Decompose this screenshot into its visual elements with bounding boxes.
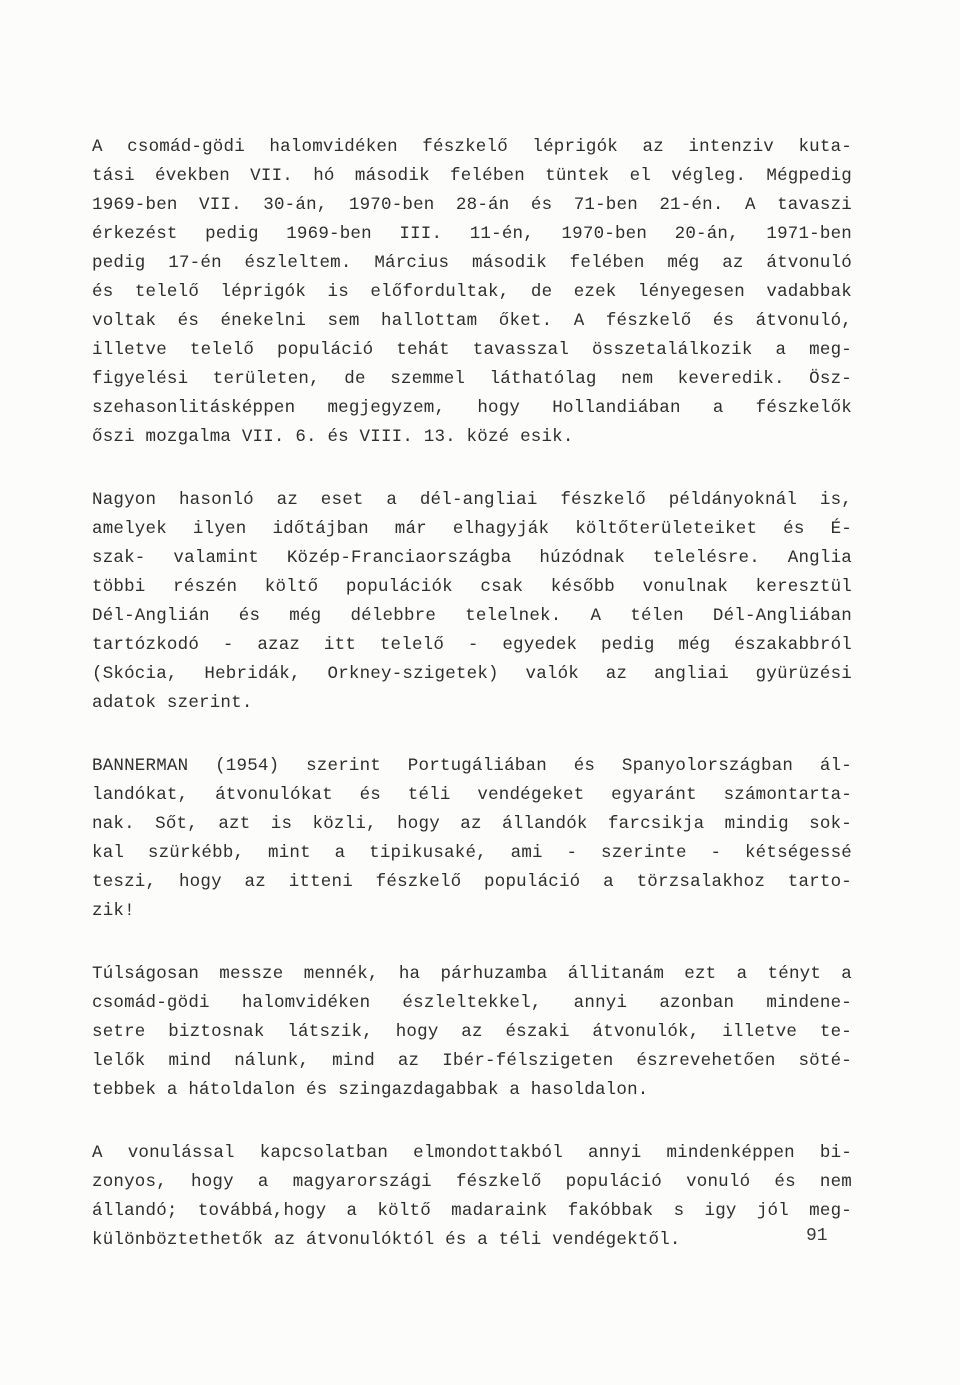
paragraph	[92, 486, 852, 718]
text-line: voltak és énekelni sem hallottam őket. A fészkelő és átvonuló,	[92, 311, 852, 331]
text-line: Dél-Anglián és még délebbre telelnek. A télen Dél-Angliában	[92, 606, 852, 626]
text-line: érkezést pedig 1969-ben III. 11-én, 1970-ben 20-án, 1971-ben	[92, 224, 852, 244]
text-line: BANNERMAN (1954) szerint Portugáliában és Spanyolországban ál-	[92, 756, 852, 776]
paragraph	[92, 1139, 852, 1255]
text-line: kal szürkébb, mint a tipikusaké, ami - szerinte - kétségessé	[92, 843, 852, 863]
text-line: őszi mozgalma VII. 6. és VIII. 13. közé esik.	[92, 427, 574, 447]
text-line: adatok szerint.	[92, 693, 253, 713]
text-line: Túlságosan messze mennék, ha párhuzamba állitanám ezt a tényt a	[92, 964, 852, 984]
body-text	[92, 133, 852, 1289]
text-line: (Skócia, Hebridák, Orkney-szigetek) valók az angliai gyürüzési	[92, 664, 852, 684]
text-line: tartózkodó - azaz itt telelő - egyedek pedig még északabbról	[92, 635, 852, 655]
text-line: zonyos, hogy a magyarországi fészkelő populáció vonuló és nem	[92, 1172, 852, 1192]
text-line: tási években VII. hó második felében tüntek el végleg. Mégpedig	[92, 166, 852, 186]
paragraph	[92, 960, 852, 1105]
text-line: illetve telelő populáció tehát tavasszal összetalálkozik a meg-	[92, 340, 852, 360]
text-line: szak- valamint Közép-Franciaországba húzódnak telelésre. Anglia	[92, 548, 852, 568]
text-line: tebbek a hátoldalon és szingazdagabbak a hasoldalon.	[92, 1080, 649, 1100]
paragraph	[92, 752, 852, 926]
text-line: figyelési területen, de szemmel láthatólag nem keveredik. Ösz-	[92, 369, 852, 389]
text-line: állandó; továbbá,hogy a költő madaraink fakóbbak s igy jól meg-	[92, 1201, 852, 1221]
text-line: nak. Sőt, azt is közli, hogy az állandók farcsikja mindig sok-	[92, 814, 852, 834]
text-line: szehasonlitásképpen megjegyzem, hogy Hollandiában a fészkelők	[92, 398, 852, 418]
paragraph	[92, 133, 852, 452]
text-line: zik!	[92, 901, 135, 921]
text-line: amelyek ilyen időtájban már elhagyják költőterületeiket és É-	[92, 519, 852, 539]
text-line: 1969-ben VII. 30-án, 1970-ben 28-án és 71-ben 21-én. A tavaszi	[92, 195, 852, 215]
page-number: 91	[806, 1226, 828, 1246]
text-line: különböztethetők az átvonulóktól és a téli vendégektől.	[92, 1230, 681, 1250]
text-line: landókat, átvonulókat és téli vendégeket egyaránt számontarta-	[92, 785, 852, 805]
text-line: csomád-gödi halomvidéken észleltekkel, annyi azonban mindene-	[92, 993, 852, 1013]
text-line: setre biztosnak látszik, hogy az északi átvonulók, illetve te-	[92, 1022, 852, 1042]
text-line: Nagyon hasonló az eset a dél-angliai fészkelő példányoknál is,	[92, 490, 852, 510]
text-line: és telelő léprigók is előfordultak, de ezek lényegesen vadabbak	[92, 282, 852, 302]
text-line: A csomád-gödi halomvidéken fészkelő léprigók az intenziv kuta-	[92, 137, 852, 157]
text-line: pedig 17-én észleltem. Március második felében még az átvonuló	[92, 253, 852, 273]
text-line: A vonulással kapcsolatban elmondottakból annyi mindenképpen bi-	[92, 1143, 852, 1163]
text-line: lelők mind nálunk, mind az Ibér-félszigeten észrevehetően söté-	[92, 1051, 852, 1071]
text-line: többi részén költő populációk csak később vonulnak keresztül	[92, 577, 852, 597]
text-line: teszi, hogy az itteni fészkelő populáció a törzsalakhoz tarto-	[92, 872, 852, 892]
